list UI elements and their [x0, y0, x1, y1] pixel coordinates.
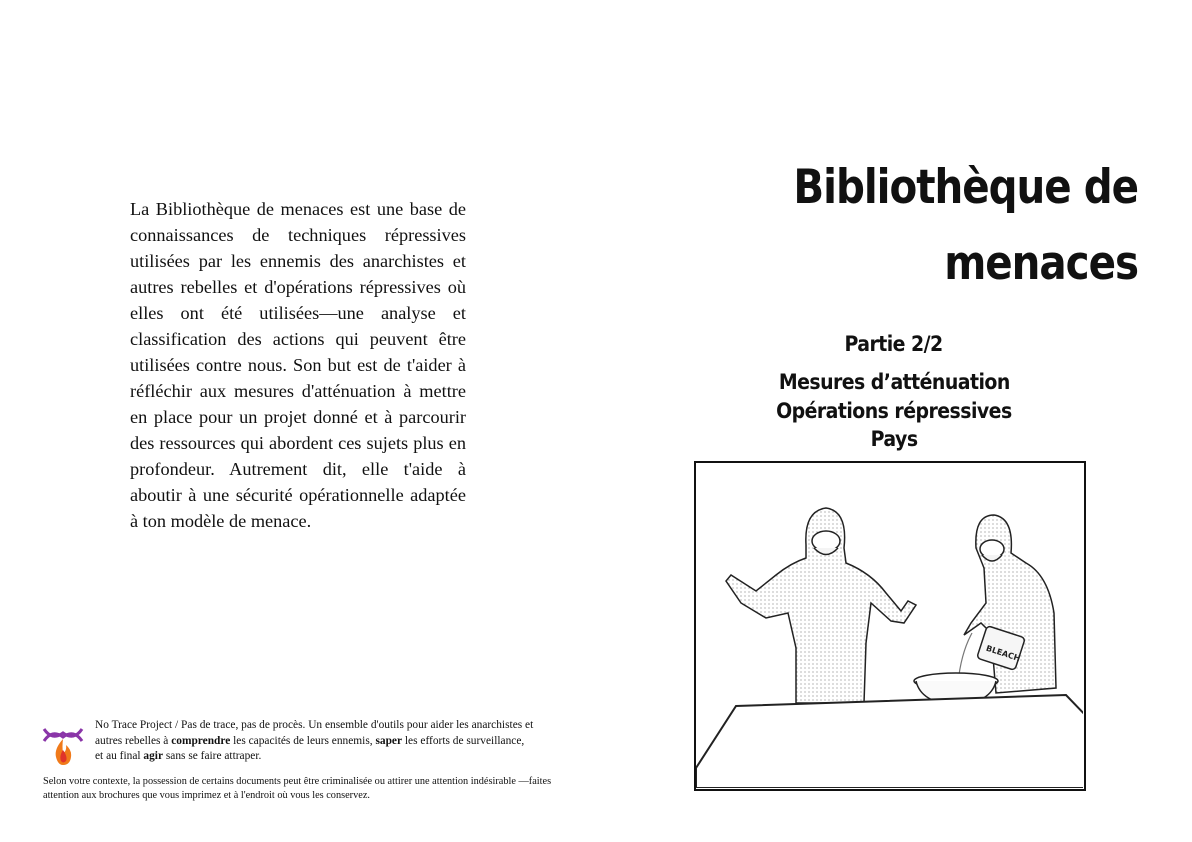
part-label: Partie 2/2 [844, 332, 944, 356]
cover-illustration [694, 461, 1086, 791]
sections-list [694, 368, 1094, 454]
left-figure [726, 508, 916, 703]
section-item: Pays [870, 427, 918, 451]
no-trace-project-logo [42, 723, 84, 765]
section-item: Mesures d’atténuation [778, 370, 1010, 394]
page-title: Bibliothèque de menaces [793, 160, 1138, 291]
table [696, 695, 1083, 788]
footer-description: No Trace Project / Pas de trace, pas de procès. Un ensemble d'outils pour aider les anarchistes et autres rebelles à comprendre les capacités de leurs ennemis, saper les efforts de surveillance, et au final agir sans se faire attraper. [95, 719, 534, 762]
footer-warning: Selon votre contexte, la possession de certains documents peut être criminalisée ou attirer une attention indésirable —faites attention aux brochures que vous imprimez et à l'endroit où vous les conservez. [43, 776, 552, 801]
hazmat-suits-drawing [696, 463, 1083, 788]
intro-paragraph: La Bibliothèque de menaces est une base de connaissances de techniques répressives utilisées par les ennemis des anarchistes et autres rebelles et d'opérations répressives où elles ont été utilisées—une analyse et classification des actions qui peuvent être utilisées contre nous. Son but est de t'aider à réfléchir aux mesures d'atténuation à mettre en place pour un projet donné et à parcourir des ressources qui abordent ces sujets plus en profondeur. Autrement dit, elle t'aide à aboutir à une sécurité opérationnelle adaptée à ton modèle de menace. [130, 199, 466, 531]
svg-text:BLEACH: BLEACH [984, 643, 1022, 664]
section-item: Opérations répressives [776, 398, 1012, 423]
